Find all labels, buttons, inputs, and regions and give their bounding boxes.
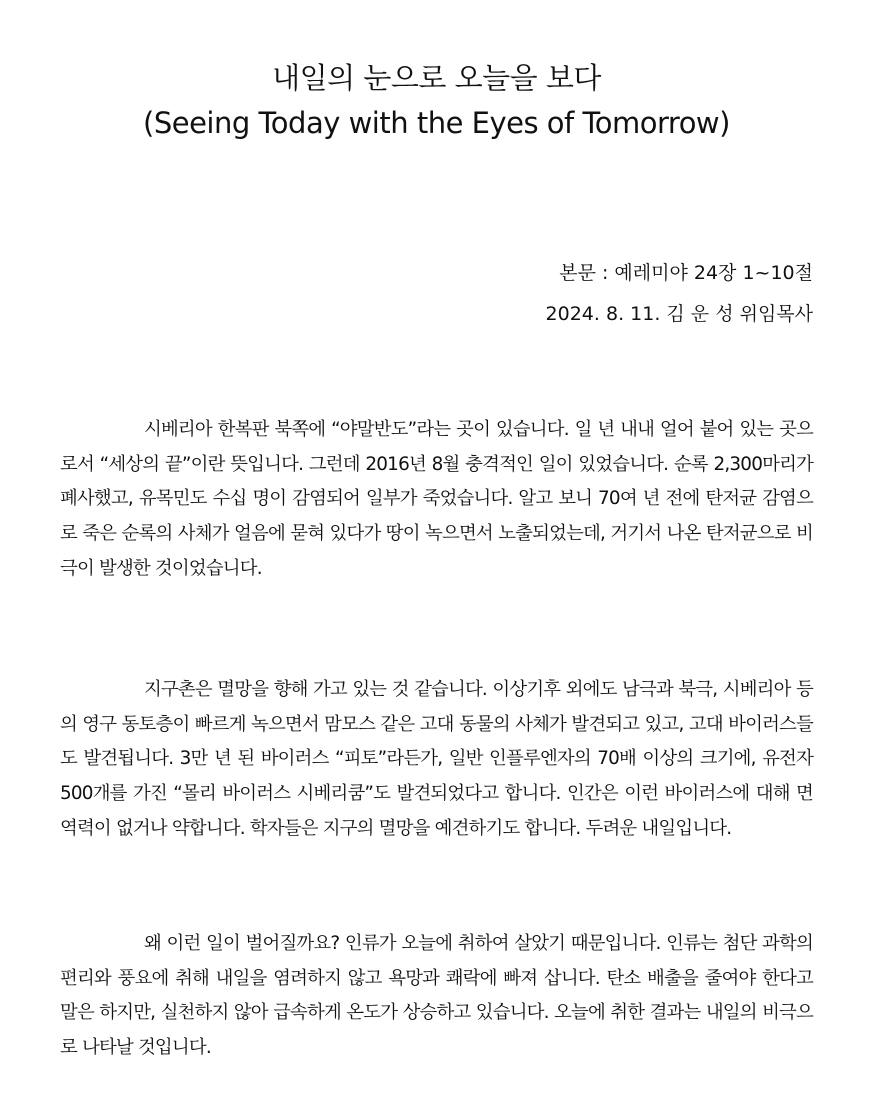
paragraph-2: 지구촌은 멸망을 향해 가고 있는 것 같습니다. 이상기후 외에도 남극과 북극, 시베리아 등의 영구 동토층이 빠르게 녹으면서 맘모스 같은 고대 동물의 사체가 발견되고 있고, 고대 바이러스들도 발견됩니다. 3만 년 된 바이러스 “피토”라든가, 일반 인플루엔자의 70배 이상의 크기에, 유전자 500개를 가진 “몰리 바이러스 시베리쿰”도 발견되었다고 합니다. 인간은 이런 바이러스에 대해 면역력이 없거나 약합니다. 학자들은 지구의 멸망을 예견하기도 합니다. 두려운 내일입니다.	[60, 679, 813, 839]
scripture-reference: 본문 : 예레미야 24장 1~10절	[559, 262, 813, 284]
paragraph-1: 시베리아 한복판 북쪽에 “야말반도”라는 곳이 있습니다. 일 년 내내 얼어 붙어 있는 곳으로서 “세상의 끝”이란 뜻입니다. 그런데 2016년 8월 충격적인 일이 있었습니다. 순록 2,300마리가 폐사했고, 유목민도 수십 명이 감염되어 일부가 죽었습니다. 알고 보니 70여 년 전에 탄저균 감염으로 죽은 순록의 사체가 얼음에 묻혀 있다가 땅이 녹으면서 노출되었는데, 거기서 나온 탄저균으로 비극이 발생한 것이었습니다.	[60, 419, 813, 579]
paragraph-3: 왜 이런 일이 벌어질까요? 인류가 오늘에 취하여 살았기 때문입니다. 인류는 첨단 과학의 편리와 풍요에 취해 내일을 염려하지 않고 욕망과 쾌락에 빠져 삽니다. 탄소 배출을 줄여야 한다고 말은 하지만, 실천하지 않아 급속하게 온도가 상승하고 있습니다. 오늘에 취한 결과는 내일의 비극으로 나타날 것입니다.	[60, 933, 813, 1059]
date-author: 2024. 8. 11. 김 운 성 위임목사	[545, 303, 813, 325]
title-english: (Seeing Today with the Eyes of Tomorrow)	[143, 106, 730, 140]
title-korean: 내일의 눈으로 오늘을 보다	[272, 61, 601, 95]
